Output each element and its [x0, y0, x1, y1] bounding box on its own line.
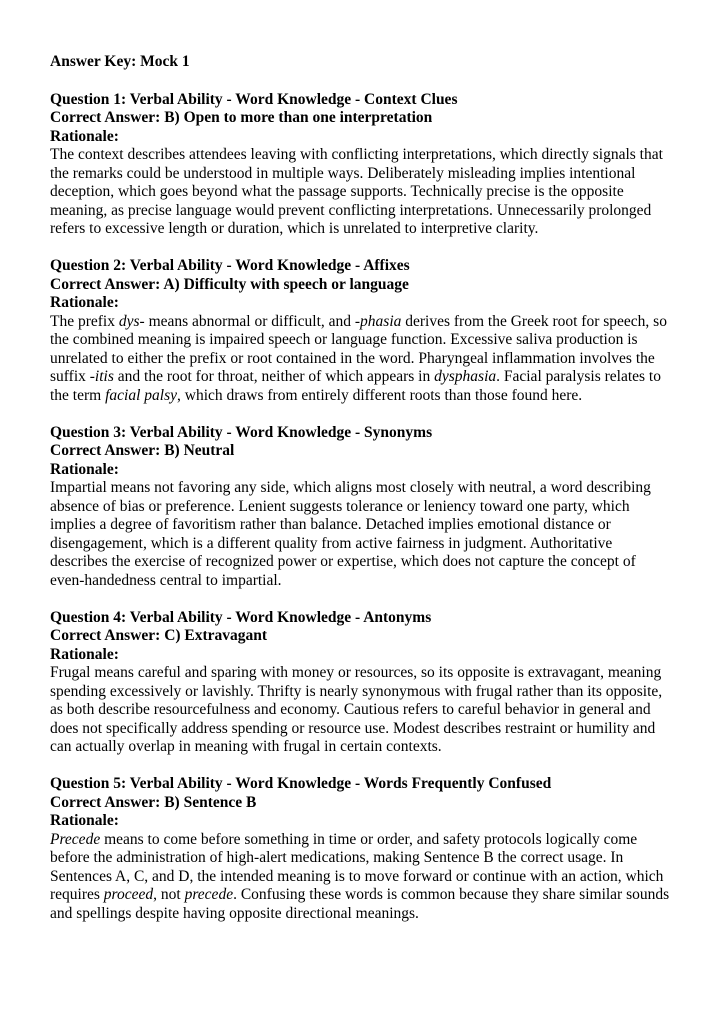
- rationale-italic-term: facial palsy: [105, 386, 177, 404]
- rationale-segment: Impartial means not favoring any side, which aligns most closely with neutral, a word describing absence of bias or preference. Lenient suggests tolerance or leniency toward one party, which implies a degree of favoritism rather than balance. Detached implies emotional distance or disengagement, which is a different quality from active fairness in judgment. Authoritative describes the exercise of recognized power or expertise, which does not capture the concept of even-handedness central to impartial.: [50, 479, 651, 589]
- question-heading: Question 3: Verbal Ability - Word Knowledge - Synonyms: [50, 423, 433, 441]
- question-heading: Question 1: Verbal Ability - Word Knowledge - Context Clues: [50, 90, 458, 108]
- rationale-italic-term: proceed: [103, 886, 154, 903]
- rationale-italic-term: precede: [184, 886, 234, 903]
- correct-answer: Correct Answer: B) Neutral: [50, 442, 235, 459]
- rationale-italic-term: Precede: [50, 830, 101, 848]
- question-block: [50, 91, 670, 239]
- rationale-text: [50, 479, 670, 590]
- rationale-segment: derives from the Greek root for speech, so the combined meaning is impaired speech or language function. Excessive saliva production is unrelated to either the prefix or root contained in the word. Pharyngeal inflammation involves the suffix: [50, 312, 667, 385]
- rationale-segment: . Confusing these words is common because they share similar sounds and spellings despite having opposite directional meanings.: [50, 886, 670, 922]
- rationale-segment: and the root for throat, neither of which appears in: [113, 368, 435, 385]
- rationale-label: Rationale:: [50, 127, 119, 145]
- correct-answer: Correct Answer: B) Open to more than one interpretation: [50, 109, 433, 126]
- rationale-text: [50, 313, 670, 406]
- correct-answer: Correct Answer: A) Difficulty with speech or language: [50, 275, 409, 293]
- rationale-label: Rationale:: [50, 294, 119, 311]
- question-heading: Question 4: Verbal Ability - Word Knowledge - Antonyms: [50, 608, 432, 626]
- rationale-italic-term: dys-: [118, 312, 145, 330]
- correct-answer: Correct Answer: C) Extravagant: [50, 627, 268, 644]
- rationale-segment: means to come before something in time or order, and safety protocols logically come before the administration of high-alert medications, making Sentence B the correct usage. In Sentences A, C, and D, the intended meaning is to move forward or continue with an action, which requires: [50, 830, 664, 903]
- document-title: Answer Key: Mock 1: [50, 53, 190, 70]
- rationale-italic-term: -itis: [89, 368, 114, 385]
- rationale-label: Rationale:: [50, 645, 119, 663]
- rationale-segment: , not: [153, 886, 185, 903]
- question-block: [50, 424, 670, 591]
- question-block: [50, 609, 670, 757]
- rationale-italic-term: -phasia: [354, 312, 402, 330]
- rationale-text: [50, 664, 670, 757]
- rationale-label: Rationale:: [50, 460, 119, 478]
- rationale-segment: Frugal means careful and sparing with money or resources, so its opposite is extravagant, meaning spending excessively or lavishly. Thrifty is nearly synonymous with frugal rather than its opposite, as both describe resourcefulness and economy. Cautious refers to careful behavior in general and does not specifically address spending or resource use. Modest describes restraint or humility and can actually overlap in meaning with frugal in certain contexts.: [50, 664, 663, 755]
- rationale-segment: means abnormal or difficult, and: [144, 312, 355, 330]
- question-block: [50, 775, 670, 923]
- rationale-segment: The context describes attendees leaving with conflicting interpretations, which directly signals that the remarks could be understood in multiple ways. Deliberately misleading implies intentional deception, which goes beyond what the passage supports. Technically precise is the opposite meaning, as precise language would prevent conflicting interpretations. Unnecessarily prolonged refers to excessive length or duration, which is unrelated to interpretive clarity.: [50, 146, 663, 237]
- rationale-text: [50, 831, 670, 924]
- questions-list: [50, 91, 670, 924]
- rationale-label: Rationale:: [50, 812, 119, 829]
- question-heading: Question 2: Verbal Ability - Word Knowledge - Affixes: [50, 257, 410, 274]
- rationale-text: [50, 146, 670, 239]
- correct-answer: Correct Answer: B) Sentence B: [50, 793, 257, 811]
- question-heading: Question 5: Verbal Ability - Word Knowledge - Words Frequently Confused: [50, 775, 552, 792]
- question-block: [50, 257, 670, 405]
- answer-key-page: [50, 53, 670, 942]
- rationale-segment: , which draws from entirely different roots than those found here.: [177, 386, 583, 404]
- rationale-segment: . Facial paralysis relates to the term: [50, 368, 661, 404]
- rationale-italic-term: dysphasia: [434, 368, 497, 385]
- rationale-segment: The prefix: [50, 312, 119, 330]
